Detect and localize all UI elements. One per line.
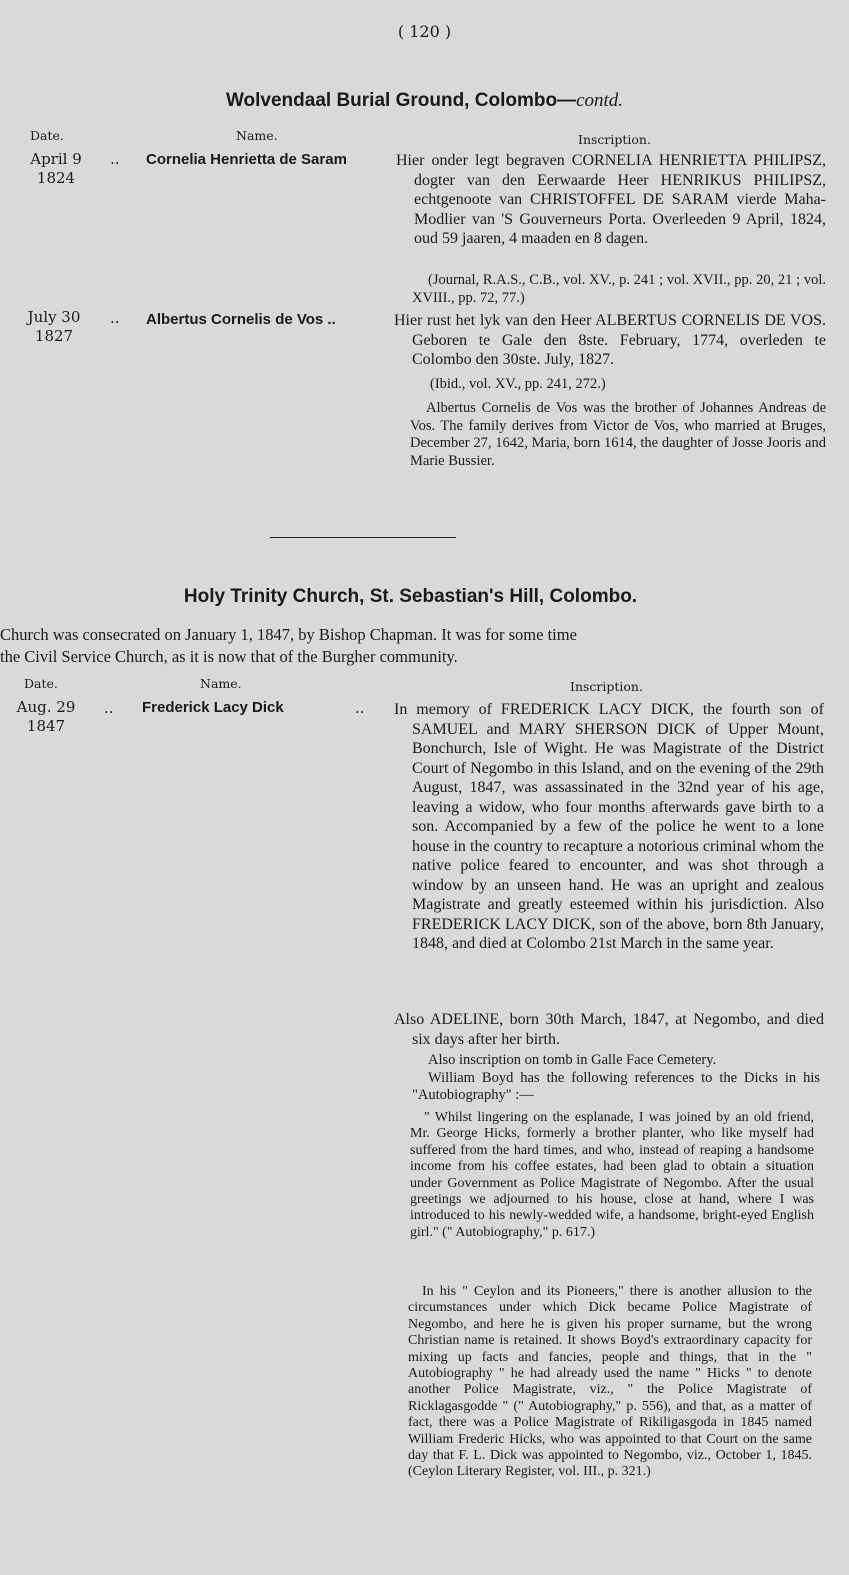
inscription-text: In memory of FREDERICK LACY DICK, the fourth son of SAMUEL and MARY SHERSON DICK of Upper Mount, Bonchurch, Isle of Wight. He was Magistrate of the District Court of Negombo in this Island, and on the evening of the 29th August, 1847, was assassinated in the 32nd year of his age, leaving a widow, who four months afterwards gave birth to a son. Accompanied by a few of the police he went to a lone house in the country to recapture a notorious criminal whom the native police feared to encounter, and was shot through a window by an unseen hand. He was an upright and zealous Magistrate and greatly esteemed within his jurisdiction. Also FREDERICK LACY DICK, son of the above, born 8th January, 1848, and died at Colombo 21st March in the same year. <box>394 701 824 952</box>
section-heading-wolvendaal <box>0 90 849 112</box>
entry-date-day: July 30 <box>27 308 81 326</box>
entry-date-day: April 9 <box>30 150 82 168</box>
section-heading-holy-trinity: Holy Trinity Church, St. Sebastian's Hill, Colombo. <box>183 586 638 607</box>
section-divider <box>270 537 456 538</box>
inscription-text: Hier onder legt begraven CORNELIA HENRIETTA PHILIPSZ, dogter van den Eerwaarde Heer HENRIKUS PHILIPSZ, echtgenoote van CHRISTOFFEL DE SARAM vierde Maha-Modlier van 'S Gouverneurs Porta. Overleeden 9 April, 1824, oud 59 jaaren, 4 maaden en 8 dagen. <box>396 152 826 247</box>
entry-date <box>16 150 96 188</box>
section-intro <box>0 624 832 668</box>
column-header-inscription: Inscription. <box>578 132 651 147</box>
commentary-text: In his " Ceylon and its Pioneers," there is another allusion to the circumstances under which Dick became Police Magistrate of Negombo, and here he is given his proper surname, but the wrong Christian name is retained. It shows Boyd's extraordinary capacity for mixing up facts and fancies, people and things, that in the " Autobiography " he had already used the name " Hicks " to denote another Police Magistrate, viz., " the Police Magistrate of Ricklagasgodde " (" Autobiography," p. 556), and that, as a matter of fact, there was a Police Magistrate of Rikiligasgoda in 1845 named William Frederic Hicks, who was appointed to that Court on the same day that F. L. Dick was appointed to Negombo, viz., October 1, 1845. (Ceylon Literary Register, vol. III., p. 321.) <box>408 1284 812 1480</box>
entry-date-year: 1847 <box>26 717 66 735</box>
also-text: Also ADELINE, born 30th March, 1847, at Negombo, and died six days after her birth. <box>394 1011 824 1048</box>
leader-dots: .. <box>355 699 365 717</box>
reference-text: (Ibid., vol. XV., pp. 241, 272.) <box>430 376 606 392</box>
column-header-name: Name. <box>200 676 242 691</box>
leader-dots: .. <box>104 699 114 717</box>
entry-name: Cornelia Henrietta de Saram <box>146 151 347 168</box>
entry-date <box>6 698 86 736</box>
entry-notes <box>412 1052 820 1105</box>
column-header-date: Date. <box>24 676 58 691</box>
entry-date-year: 1827 <box>34 327 74 345</box>
column-header-inscription: Inscription. <box>570 679 643 694</box>
quote-text: " Whilst lingering on the esplanade, I was joined by an old friend, Mr. George Hicks, formerly a brother planter, who like myself had suffered from the hard times, and who, instead of reaping a handsome income from his coffee estates, had been glad to obtain a situation under Government as Police Magistrate of Negombo. After the usual greetings we adjourned to his house, close at hand, where I was introduced to his newly-wedded wife, a handsome, bright-eyed English girl." (" Autobiography," p. 617.) <box>410 1110 814 1240</box>
entry-name: Albertus Cornelis de Vos .. <box>146 311 336 328</box>
reference-text: (Journal, R.A.S., C.B., vol. XV., p. 241 ; vol. XVII., pp. 20, 21 ; vol. XVIII., pp. 72, 77.) <box>412 272 826 306</box>
entry-date <box>14 308 94 346</box>
column-header-date: Date. <box>30 128 64 143</box>
note-text: Albertus Cornelis de Vos was the brother of Johannes Andreas de Vos. The family derives from Victor de Vos, who married at Bruges, December 27, 1642, Maria, born 1614, the daughter of Josse Jooris and Marie Bussier. <box>410 400 826 469</box>
entry-inscription <box>394 700 824 954</box>
leader-dots: .. <box>110 150 120 168</box>
leader-dots: .. <box>110 309 120 327</box>
entry-also <box>394 1010 824 1049</box>
entry-commentary <box>408 1284 812 1481</box>
entry-reference <box>414 376 826 394</box>
entry-note <box>410 400 826 470</box>
entry-quote <box>410 1110 814 1241</box>
entry-inscription <box>394 311 826 370</box>
inscription-text: Hier rust het lyk van den Heer ALBERTUS CORNELIS DE VOS. Geboren te Gale den 8ste. February, 1774, overleden te Colombo den 30ste. July, 1827. <box>394 312 826 368</box>
entry-date-day: Aug. 29 <box>16 698 76 716</box>
section-heading-contd: contd. <box>576 90 624 111</box>
section-heading-main: Wolvendaal Burial Ground, Colombo— <box>225 90 577 111</box>
entry-reference <box>412 272 826 307</box>
entry-inscription <box>396 151 826 249</box>
entry-date-year: 1824 <box>36 169 76 187</box>
column-header-name: Name. <box>236 128 278 143</box>
intro-line: the Civil Service Church, as it is now that of the Burgher community. <box>0 647 458 666</box>
intro-line: Church was consecrated on January 1, 1847, by Bishop Chapman. It was for some time <box>0 625 577 644</box>
note-text: Also inscription on tomb in Galle Face Cemetery. <box>428 1052 717 1068</box>
page-number: ( 120 ) <box>397 22 452 41</box>
entry-name: Frederick Lacy Dick <box>142 699 284 716</box>
note-text: William Boyd has the following references to the Dicks in his "Autobiography" :— <box>412 1069 820 1103</box>
